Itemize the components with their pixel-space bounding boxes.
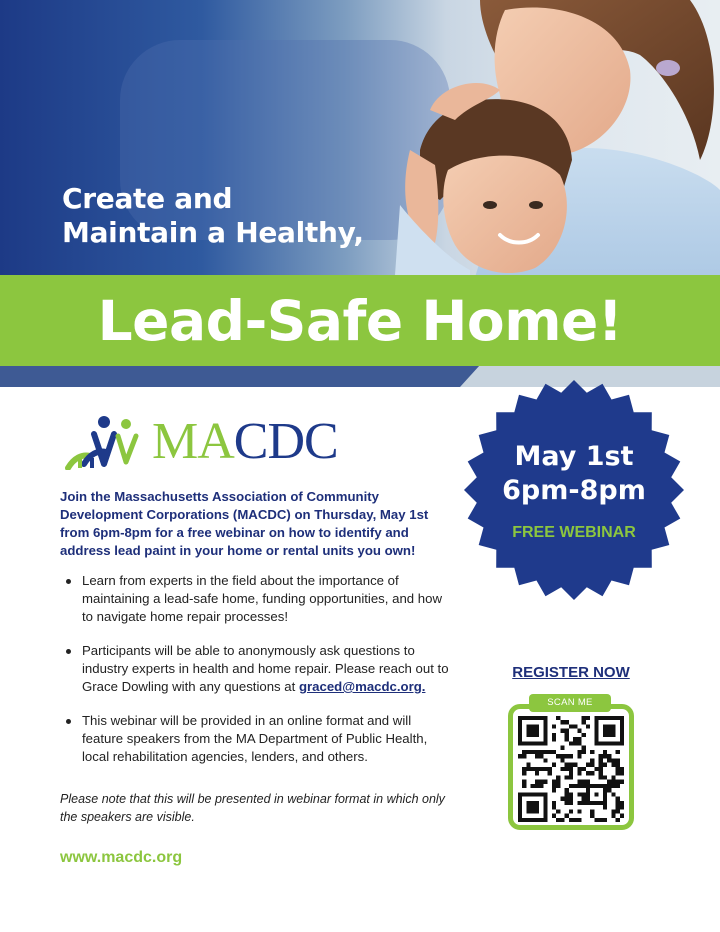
logo-cdc: CDC <box>233 413 338 470</box>
logo-ma: MA <box>152 413 234 470</box>
info-bullet-list <box>60 572 452 782</box>
qr-code[interactable] <box>518 716 624 822</box>
scan-me-label: SCAN ME <box>529 694 611 712</box>
macdc-logo-mark <box>64 414 154 470</box>
hero-banner <box>0 0 720 387</box>
website-link[interactable]: www.macdc.org <box>60 849 183 866</box>
badge-free-webinar: FREE WEBINAR <box>512 524 636 541</box>
contact-email-link[interactable]: graced@macdc.org. <box>298 679 426 694</box>
macdc-logo-wordmark <box>152 414 338 470</box>
badge-date: May 1st <box>514 441 634 472</box>
format-note: Please note that this will be presented in webinar format in which only the speakers are visible. <box>60 792 445 824</box>
bullet-questions-text: Participants will be able to anonymously ask questions to industry experts in health and home repair. Please reach out to Grace Dowling with any questions at <box>82 643 449 694</box>
headline-band <box>0 275 720 366</box>
hero-subtitle <box>62 182 364 250</box>
hero-line-2: Maintain a Healthy, <box>62 216 364 249</box>
macdc-logo <box>64 414 336 470</box>
bullet-questions <box>60 642 452 696</box>
register-now-link[interactable]: REGISTER NOW <box>512 664 630 681</box>
hero-line-1: Create and <box>62 182 233 215</box>
intro-paragraph: Join the Massachusetts Association of Community Development Corporations (MACDC) on Thursday, May 1st from 6pm-8pm for a free webinar on how to identify and address lead paint in your home or rental units you own! <box>60 489 429 558</box>
badge-content <box>462 440 686 542</box>
bullet-learn: Learn from experts in the field about the importance of maintaining a lead-safe home, funding opportunities, and how to navigate home repair processes! <box>60 572 452 626</box>
bullet-format: This webinar will be provided in an online format and will feature speakers from the MA Department of Public Health, local rehabilitation agencies, lenders, and others. <box>60 712 452 766</box>
badge-time: 6pm-8pm <box>502 475 646 506</box>
headline: Lead-Safe Home! <box>97 288 623 353</box>
